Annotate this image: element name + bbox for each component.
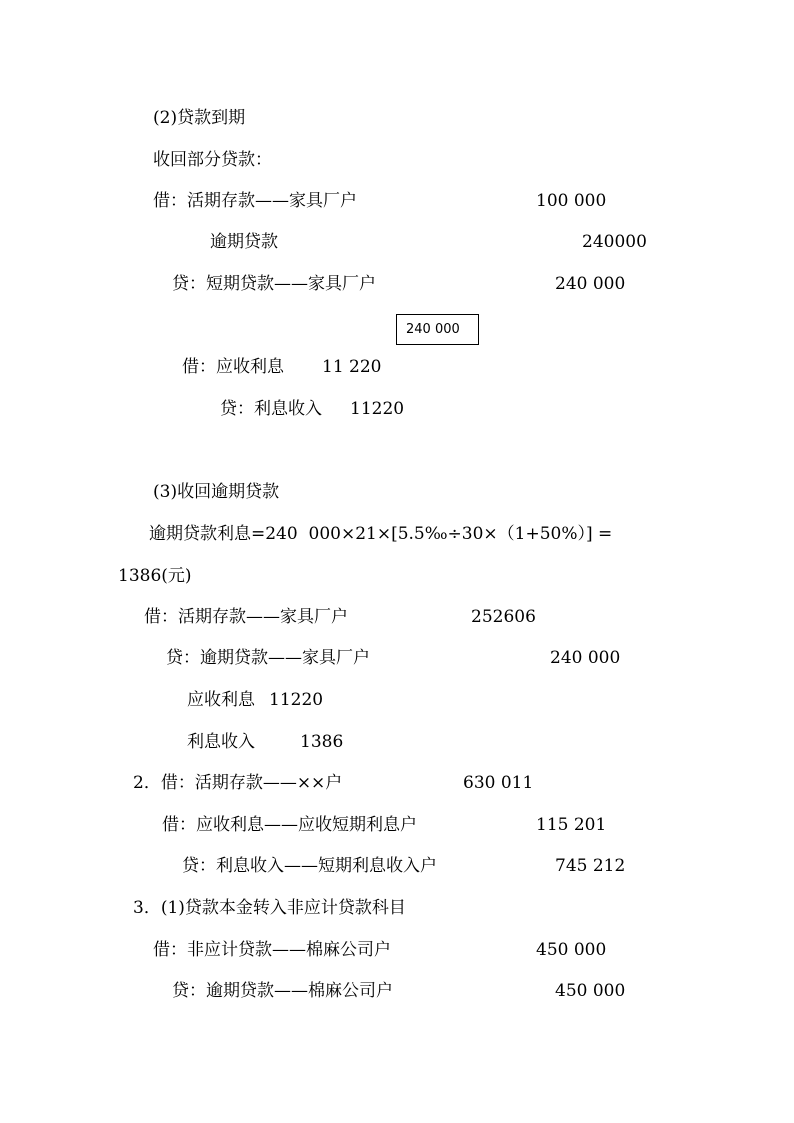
entry-label: 借：应收利息 bbox=[182, 357, 284, 377]
entry-amount: 450 000 bbox=[536, 940, 607, 960]
entry-label: 借：活期存款——家具厂户 bbox=[144, 607, 348, 627]
entry-label: 借：非应计贷款——棉麻公司户 bbox=[153, 940, 391, 960]
entry-label: 2．借：活期存款——××户 bbox=[133, 773, 343, 793]
entry-amount: 240 000 bbox=[550, 648, 621, 668]
entry-amount: 11 220 bbox=[322, 357, 382, 377]
entry-label: 应收利息 bbox=[187, 690, 255, 710]
entry-label: 贷：利息收入 bbox=[220, 399, 322, 419]
entry-amount: 115 201 bbox=[536, 815, 607, 835]
entry-label: 贷：逾期贷款——家具厂户 bbox=[166, 648, 370, 668]
entry-amount: 240000 bbox=[582, 232, 647, 252]
entry-label: 贷：短期贷款——家具厂户 bbox=[172, 274, 376, 294]
entry-label: 贷：利息收入——短期利息收入户 bbox=[182, 856, 437, 876]
entry-amount: 252606 bbox=[471, 607, 536, 627]
formula-line: 逾期贷款利息=240 000×21×[5.5‰÷30×（1+50%）] = bbox=[149, 524, 613, 544]
entry-amount: 100 000 bbox=[536, 191, 607, 211]
section-heading: (2)贷款到期 bbox=[153, 108, 246, 128]
entry-label: 利息收入 bbox=[187, 732, 255, 752]
entry-label: 贷：逾期贷款——棉麻公司户 bbox=[172, 981, 393, 1001]
entry-amount: 450 000 bbox=[555, 981, 626, 1001]
entry-label: 逾期贷款 bbox=[210, 232, 278, 252]
entry-amount: 630 011 bbox=[463, 773, 534, 793]
entry-amount: 745 212 bbox=[555, 856, 626, 876]
formula-result: 1386(元) bbox=[118, 566, 192, 586]
entry-amount: 11220 bbox=[350, 399, 405, 419]
entry-amount: 1386 bbox=[300, 732, 344, 752]
entry-label: 借：活期存款——家具厂户 bbox=[153, 191, 357, 211]
entry-amount: 11220 bbox=[269, 690, 324, 710]
section-heading: (3)收回逾期贷款 bbox=[153, 482, 280, 502]
entry-label: 借：应收利息——应收短期利息户 bbox=[162, 815, 417, 835]
entry-amount: 240 000 bbox=[555, 274, 626, 294]
subheading: 收回部分贷款： bbox=[153, 150, 272, 170]
section-heading: 3．(1)贷款本金转入非应计贷款科目 bbox=[133, 898, 406, 918]
amount-box: 240 000 bbox=[396, 314, 479, 345]
